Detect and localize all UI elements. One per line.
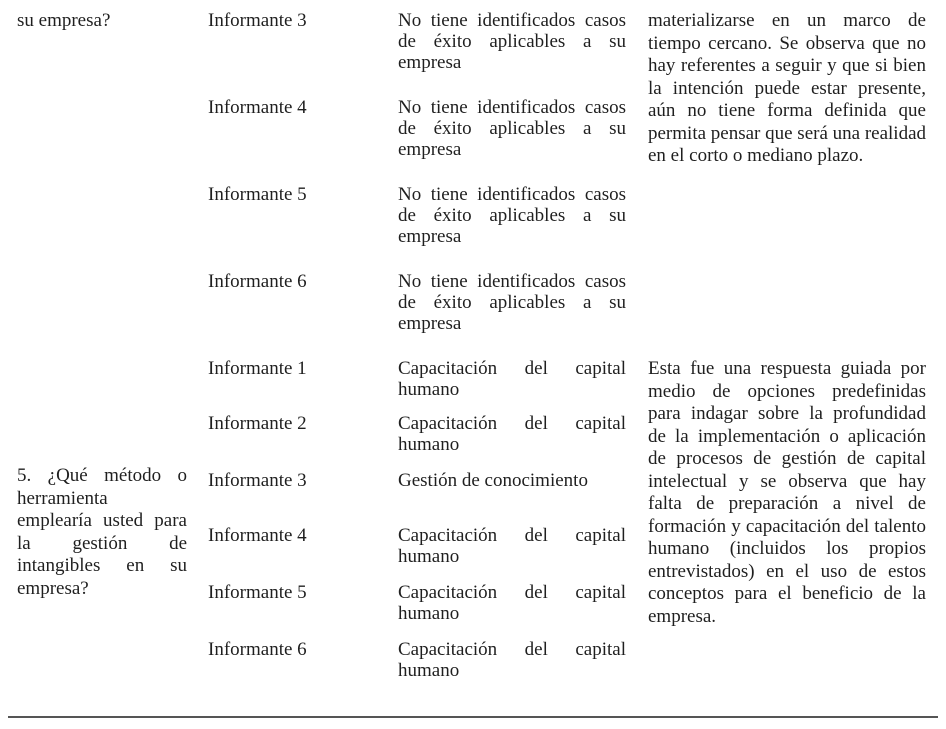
informant-answer: Gestión de conocimiento [398,470,588,491]
informant-label: Informante 1 [208,358,307,379]
informant-label: Informante 4 [208,97,307,118]
informant-answer: No tiene identificados casos de éxito aplicables a su empresa [398,10,626,73]
informant-answer: Capacitación del capital humano [398,582,626,624]
informant-label: Informante 6 [208,271,307,292]
table-bottom-rule [8,716,938,718]
analysis-4: materializarse en un marco de tiempo cercano. Se observa que no hay referentes a seguir y que si bien la intención puede estar presente, aún no tiene forma definida que permita pensar que será una realidad en el corto o mediano plazo. [648,10,927,166]
informant-answer: No tiene identificados casos de éxito aplicables a su empresa [398,97,626,160]
informant-answer: Capacitación del capital humano [398,413,626,455]
question-4-tail: su empresa? [17,10,111,31]
informant-label: Informante 3 [208,10,307,31]
informant-answer: Capacitación del capital humano [398,358,626,400]
informant-answer: No tiene identificados casos de éxito aplicables a su empresa [398,184,626,247]
informant-answer: Capacitación del capital humano [398,525,626,567]
question-5: 5. ¿Qué método o herramienta emplearía usted para la gestión de intangibles en su empresa? [17,465,187,599]
informant-label: Informante 5 [208,184,307,205]
informant-label: Informante 5 [208,582,307,603]
informant-answer: No tiene identificados casos de éxito aplicables a su empresa [398,271,626,334]
informant-label: Informante 4 [208,525,307,546]
informant-label: Informante 2 [208,413,307,434]
informant-answer: Capacitación del capital humano [398,639,626,681]
analysis-5: Esta fue una respuesta guiada por medio de opciones predefinidas para indagar sobre la profundidad de la implementación o aplicación de procesos de gestión de capital intelectual y se observa que hay falta de preparación a nivel de formación y capacitación del talento humano (incluidos los propios entrevistados) en el uso de estos conceptos para el beneficio de la empresa. [648,358,926,627]
informant-label: Informante 6 [208,639,307,660]
informant-label: Informante 3 [208,470,307,491]
